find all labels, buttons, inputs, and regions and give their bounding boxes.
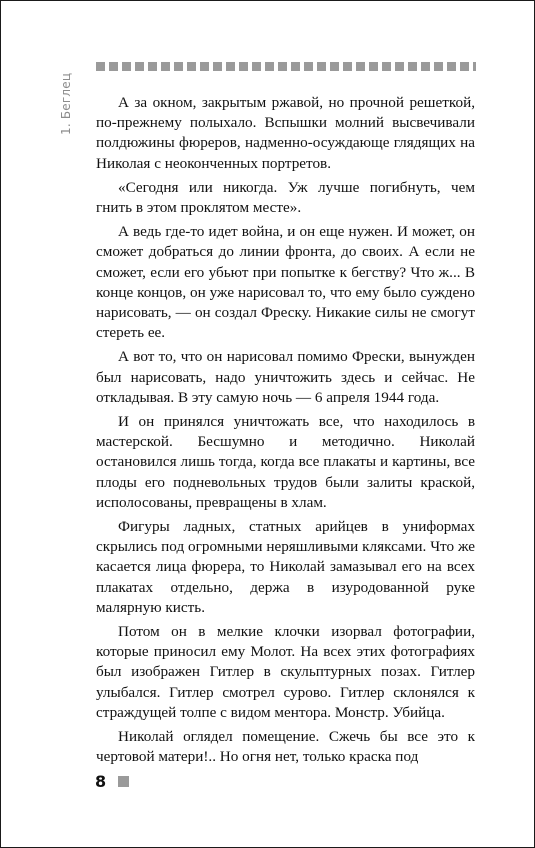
paragraph: А за окном, закрытым ржавой, но прочной решеткой, по-прежнему полыхало. Вспышки молний высвечивали полдюжины фюреров, надменно-осуждающе глядящих на Николая с неоконченных портретов. [96, 94, 475, 172]
paragraph: Потом он в мелкие клочки изорвал фотографии, которые приносил ему Молот. На всех этих фотографиях был изображен Гитлер в скульптурных позах. Гитлер улыбался. Гитлер смотрел сурово. Гитлер склонялся к страждущей толпе с видом ментора. Монстр. Убийца. [96, 623, 475, 721]
body-text [96, 93, 475, 772]
running-head-text: 1. Беглец [59, 72, 73, 135]
paragraph: А ведь где-то идет война, и он еще нужен. И может, он сможет добраться до линии фронта, до своих. А если не сможет, если его убьют при попытке к бегству? Что ж... В конце концов, он уже нарисовал то, что ему было суждено нарисовать, — он создал Фреску. Никакие силы не смогут стереть ее. [96, 223, 475, 342]
paragraph: «Сегодня или никогда. Уж лучше погибнуть, чем гнить в этом проклятом месте». [96, 178, 475, 217]
paragraph: Фигуры ладных, статных арийцев в униформах скрылись под огромными неряшливыми кляксами. Что же касается лица фюрера, то Николай замазывал его на всех плакатах отдельно, держа в изуродованной руке малярную кисть. [96, 518, 475, 616]
decorative-dot-rule [96, 61, 476, 73]
paragraph: И он принялся уничтожать все, что находилось в мастерской. Бесшумно и методично. Николай остановился лишь тогда, когда все плакаты и картины, все плоды его подневольных трудов были залиты краской, исполосованы, превращены в хлам. [96, 413, 475, 511]
page-number: 8 [95, 772, 107, 791]
paragraph: А вот то, что он нарисовал помимо Фрески, вынужден был нарисовать, надо уничтожить здесь и сейчас. Не откладывая. В эту самую ночь — 6 апреля 1944 года. [96, 348, 475, 406]
folio-square-icon [118, 776, 129, 787]
paragraph: Николай оглядел помещение. Сжечь бы все это к чертовой матери!.. Но огня нет, только краска под [96, 728, 475, 766]
